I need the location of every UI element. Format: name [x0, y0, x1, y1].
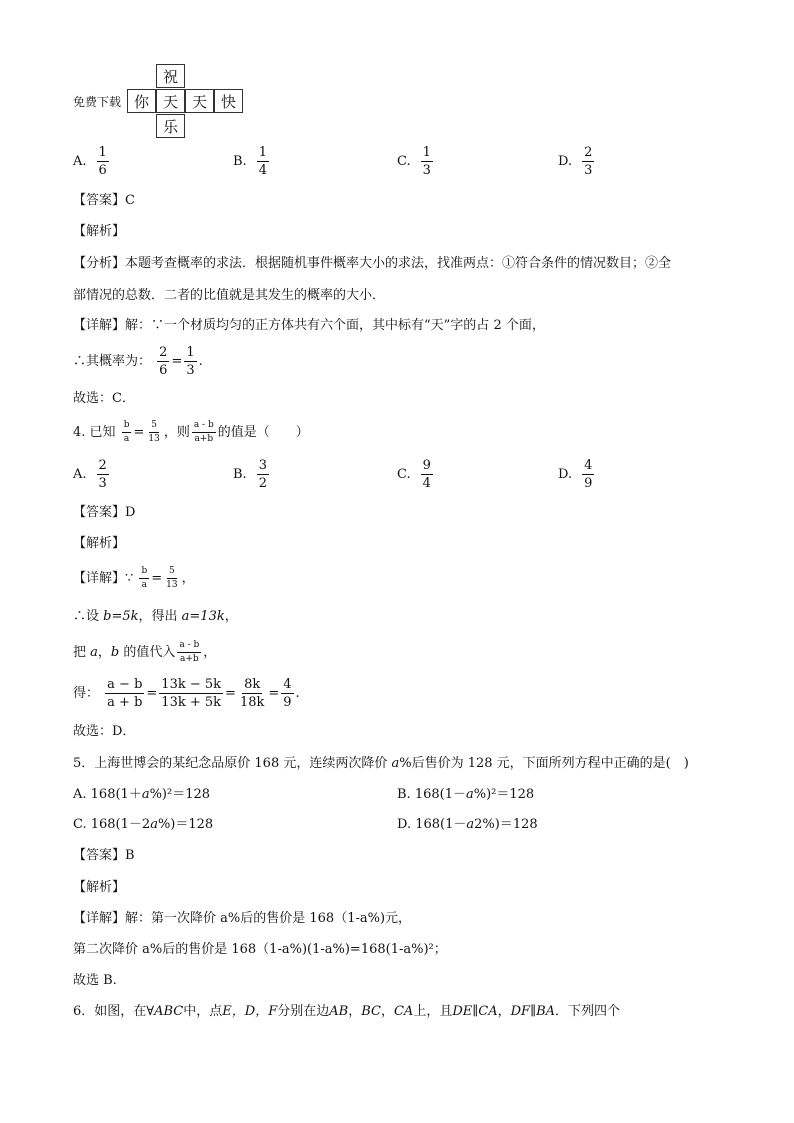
option-letter: D.: [558, 154, 573, 169]
option-letter: A.: [73, 154, 87, 169]
q3-fenxi-cont: 部情况的总数．二者的比值就是其发生的概率的大小．: [73, 288, 386, 303]
option-fraction: $\frac{1}{4}$: [258, 145, 267, 178]
option-fraction: $\frac{1}{3}$: [422, 145, 431, 178]
q4-option-a: A. $\frac{2}{3}$: [73, 458, 107, 491]
q4-stem: 4. 已知 $\frac{b}{a}$ = $\frac{5}{13}$ ，则 $\frac{a - b}{a+b}$ 的值是（ ）: [73, 420, 309, 444]
option-letter: C.: [397, 154, 411, 169]
q5-detail-2: 第二次降价 a%后的售价是 168（1-a%)(1-a%)=168(1-a%)²；: [73, 942, 447, 957]
net-cell-4: 快: [214, 89, 243, 113]
free-download-label[interactable]: 免费下载: [73, 95, 122, 109]
q4-conclusion: 故选：D．: [73, 724, 136, 739]
q3-fenxi: 【分析】本题考查概率的求法．根据随机事件概率大小的求法，找准两点：①符合条件的情况数目；②全: [73, 256, 672, 271]
q4-set: ∴设 b=5k，得出 a=13k，: [73, 609, 238, 624]
q3-answer: 【答案】C: [73, 193, 135, 208]
q5-option-d: D. 168(1－a2%)＝128: [397, 817, 538, 832]
q5-answer: 【答案】B: [73, 848, 135, 863]
q4-option-d: D. $\frac{4}{9}$: [558, 458, 593, 491]
q5-detail: 【详解】解：第一次降价 a%后的售价是 168（1-a%)元，: [73, 911, 412, 926]
q5-analysis-tag: 【解析】: [73, 880, 126, 895]
q5-stem: 5．上海世博会的某纪念品原价 168 元，连续两次降价 a%后售价为 128 元，下面所列方程中正确的是( ): [73, 756, 689, 771]
option-fraction: $\frac{2}{3}$: [584, 145, 593, 178]
q3-option-d: [558, 146, 596, 177]
q4-detail: 【详解】∵ $\frac{b}{a}$ = $\frac{5}{13}$ ，: [73, 566, 195, 590]
q4-get: 得： $\frac{a - b}{a + b}$ = $\frac{13k - 5k}{13k + 5k}$ = $\frac{8k}{18k}$ = $\frac{4}{9}$ .: [73, 677, 300, 710]
q4-option-b: B. $\frac{3}{2}$: [233, 458, 267, 491]
net-cell-3: 天: [185, 89, 214, 113]
net-cell-1: 你: [127, 89, 156, 113]
option-letter: B.: [233, 154, 247, 169]
q3-detail: 【详解】解：∵一个材质均匀的正方体共有六个面，其中标有“天”字的占 2 个面，: [73, 318, 545, 333]
q3-option-a: [73, 146, 111, 177]
option-fraction: $\frac{1}{6}$: [98, 145, 107, 178]
q4-option-c: C. $\frac{9}{4}$: [397, 458, 431, 491]
q5-option-c: C. 168(1－2a%)＝128: [73, 817, 214, 832]
q4-answer: 【答案】D: [73, 505, 136, 520]
q5-option-a: A. 168(1＋a%)²＝128: [73, 787, 211, 802]
q3-option-c: [397, 146, 435, 177]
q3-conclusion: 故选：C．: [73, 391, 135, 406]
q5-conclusion: 故选 B.: [73, 973, 117, 988]
q3-probability: ∴其概率为： $\frac{2}{6}$ = $\frac{1}{3}$ .: [73, 345, 203, 378]
net-cell-2: 天: [156, 89, 185, 113]
net-cell-bottom: 乐: [156, 114, 185, 138]
q6-stem: 6．如图，在∀ABC中，点E，D，F分别在边AB，BC，CA上，且DE∥CA，DF∥BA．下列四个: [73, 1004, 621, 1019]
q4-substitute: 把 a，b 的值代入 $\frac{a - b}{a+b}$ ，: [73, 640, 217, 664]
q4-analysis-tag: 【解析】: [73, 536, 126, 551]
q3-analysis-tag: 【解析】: [73, 224, 126, 239]
net-cell-top: 祝: [156, 64, 185, 88]
q3-option-b: [233, 146, 271, 177]
q5-option-b: B. 168(1－a%)²＝128: [397, 787, 535, 802]
